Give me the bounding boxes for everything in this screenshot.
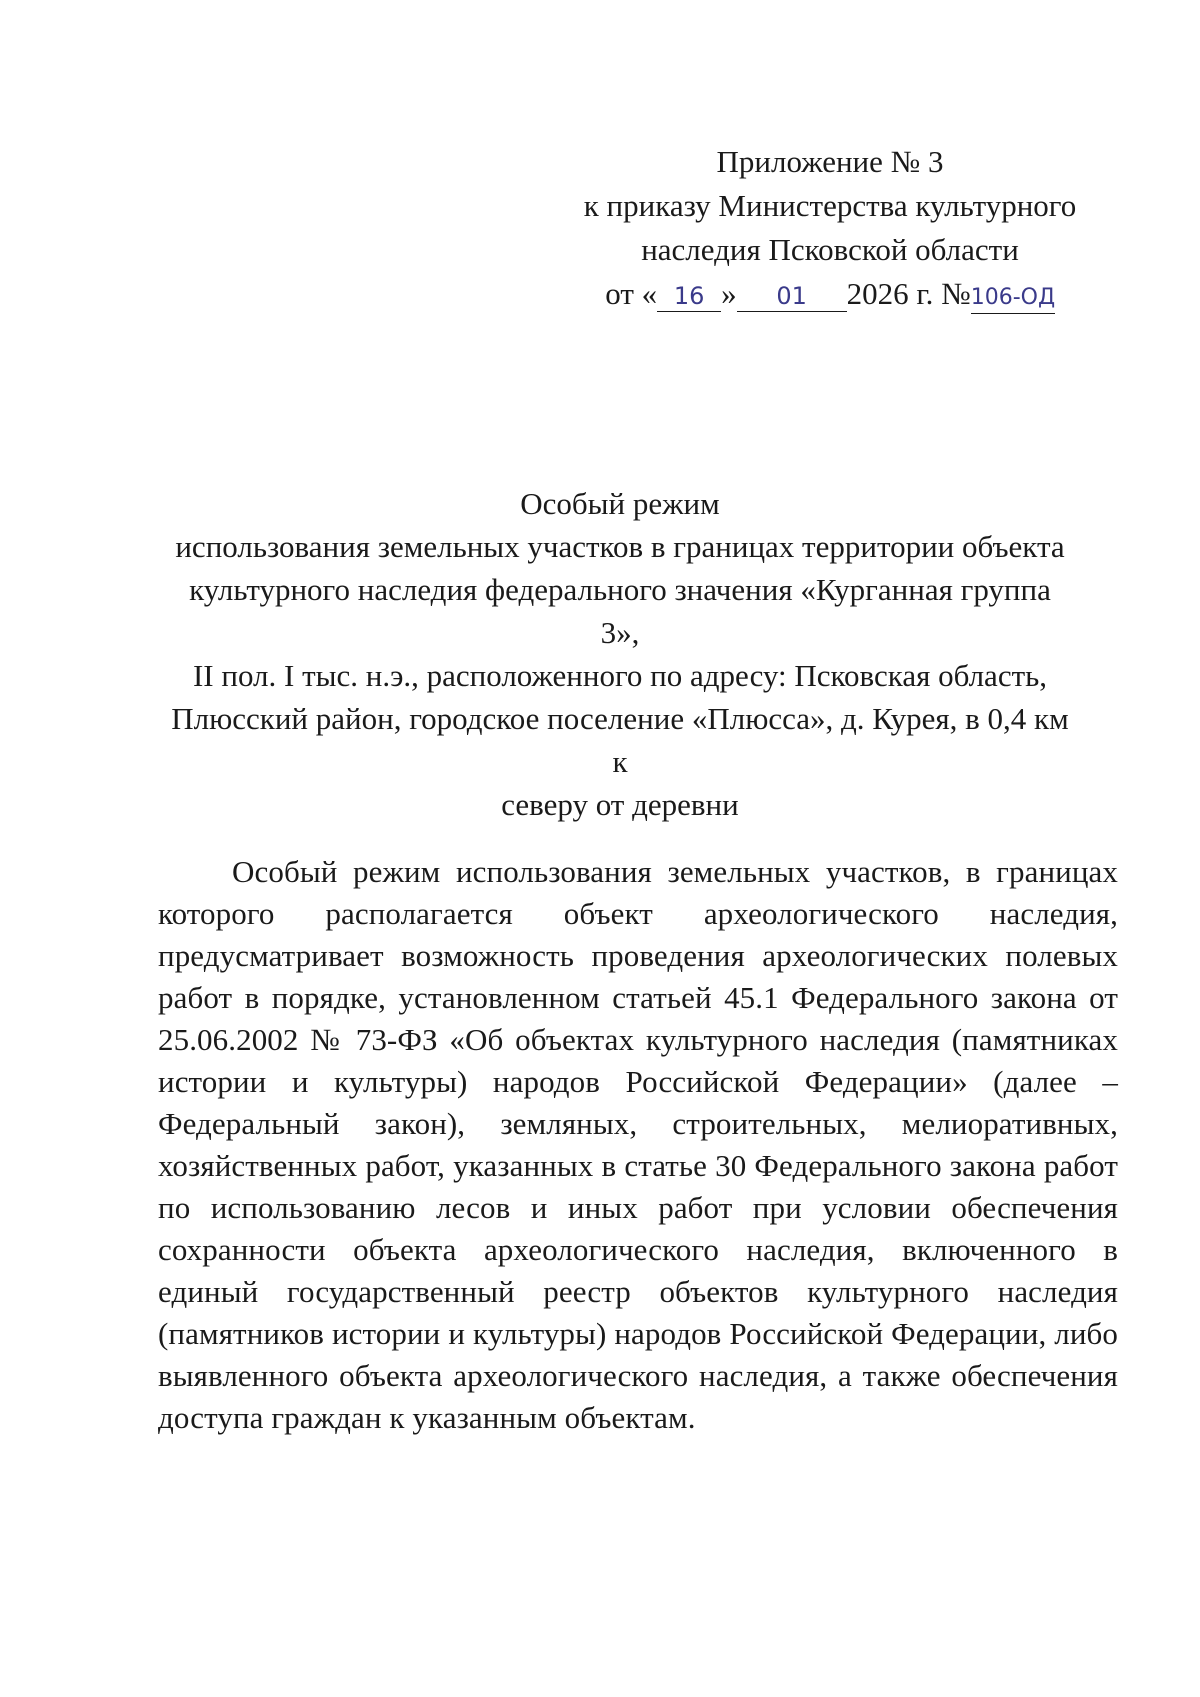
title-line-6: северу от деревни [501, 787, 739, 822]
appendix-order-reference: к приказу Министерства культурного [583, 188, 1077, 223]
appendix-ministry-name: наследия Псковской области [641, 232, 1019, 267]
title-line-1: Особый режим [520, 486, 720, 521]
title-line-5: Плюсский район, городское поселение «Плюсса», д. Курея, в 0,4 км к [171, 701, 1069, 779]
date-prefix: от « [605, 276, 658, 311]
document-title [170, 482, 1070, 826]
title-line-2: использования земельных участков в границах территории объекта [175, 529, 1065, 564]
appendix-number: Приложение № 3 [716, 144, 944, 179]
date-mid: » [721, 276, 737, 311]
appendix-header [560, 140, 1100, 316]
handwritten-document-number: 106-ОД [971, 283, 1055, 314]
handwritten-day: 16 [657, 281, 721, 312]
title-line-4: II пол. I тыс. н.э., расположенного по адресу: Псковская область, [192, 658, 1048, 693]
date-year: 2026 г. № [846, 276, 971, 311]
handwritten-month: 01 [737, 281, 847, 312]
title-line-3: культурного наследия федерального значения «Курганная группа 3», [189, 572, 1051, 650]
body-paragraph: Особый режим использования земельных участков, в границах которого располагается объект археологического наследия, предусматривает возможность проведения археологических полевых работ в порядке, установленном статьей 45.1 Федерального закона от 25.06.2002 № 73-ФЗ «Об объектах культурного наследия (памятниках истории и культуры) народов Российской Федерации» (далее – Федеральный закон), земляных, строительных, мелиоративных, хозяйственных работ, указанных в статье 30 Федерального закона работ по использованию лесов и иных работ при условии обеспечения сохранности объекта археологического наследия, включенного в единый государственный реестр объектов культурного наследия (памятников истории и культуры) народов Российской Федерации, либо выявленного объекта археологического наследия, а также обеспечения доступа граждан к указанным объектам. [158, 854, 1118, 1435]
appendix-date-line [560, 272, 1100, 316]
